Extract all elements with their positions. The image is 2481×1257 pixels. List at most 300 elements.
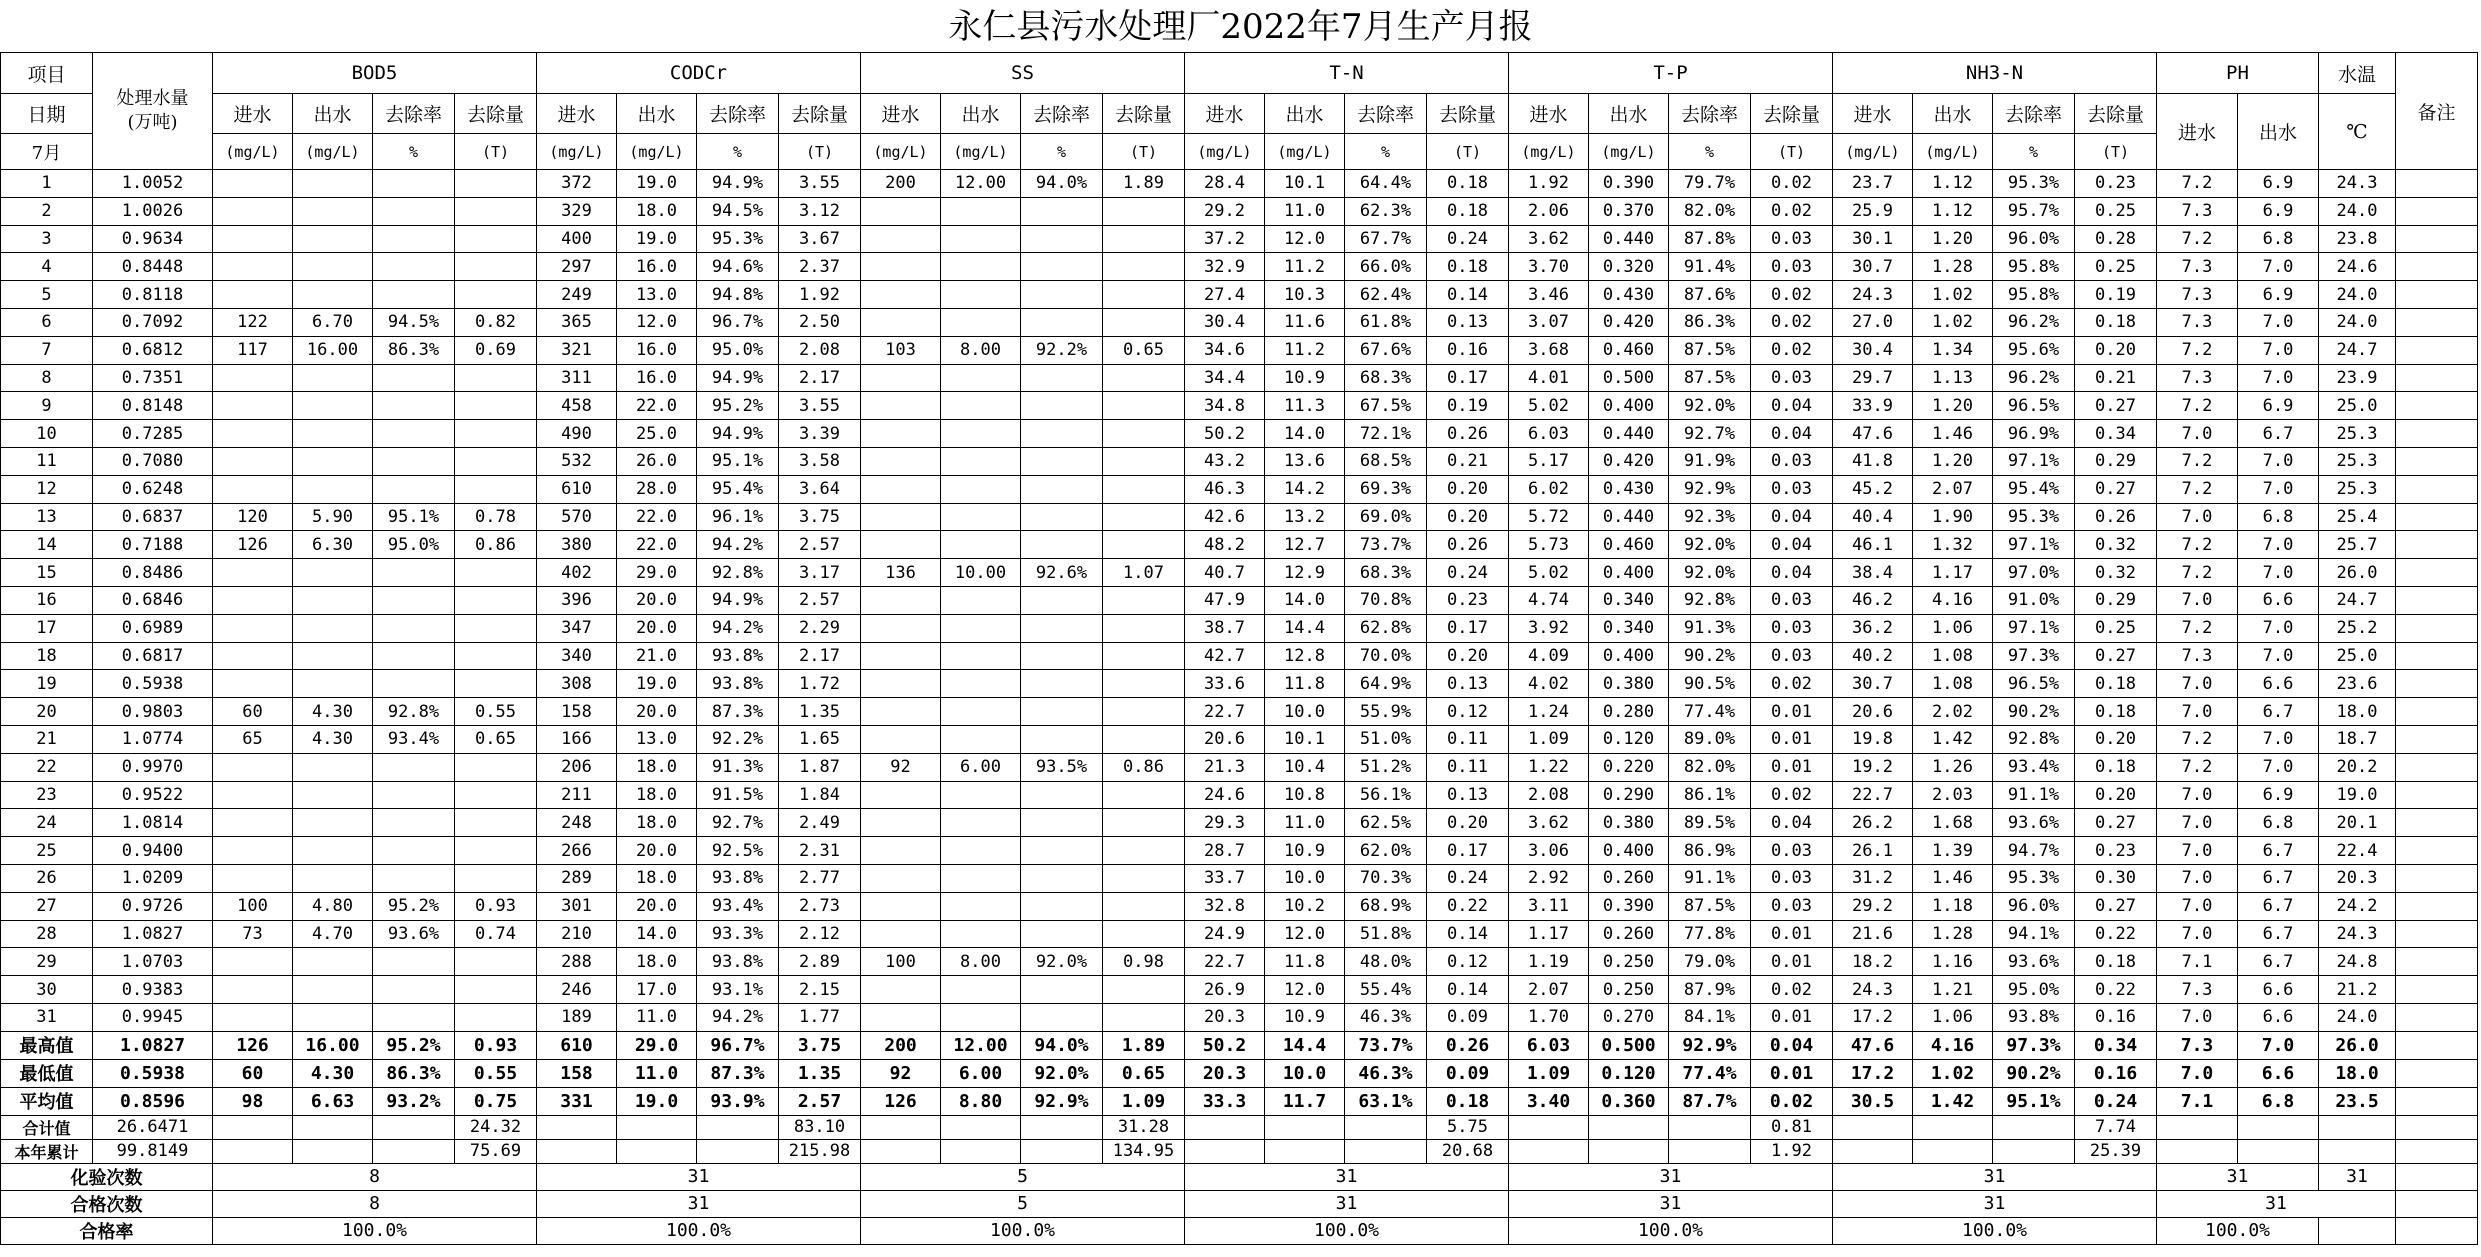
codcr-value: 2.08 — [779, 336, 861, 364]
bod5-value — [373, 447, 455, 475]
nh3n-value: 0.25 — [2075, 253, 2157, 281]
tn-value: 0.12 — [1427, 698, 1509, 726]
codcr-sub-label: 进水 — [537, 94, 617, 134]
nh3n-value: 93.6% — [1993, 948, 2075, 976]
row-label: 13 — [1, 503, 93, 531]
bod5-value: 117 — [213, 336, 293, 364]
tn-value: 11.0 — [1265, 197, 1345, 225]
ss-value — [861, 809, 941, 837]
ss-value — [861, 392, 941, 420]
bod5-value — [293, 225, 373, 253]
nh3n-value: 0.27 — [2075, 392, 2157, 420]
codcr-value: 365 — [537, 308, 617, 336]
codcr-unit: (mg/L) — [537, 134, 617, 170]
ph-in-value: 7.3 — [2157, 364, 2238, 392]
tn-value: 72.1% — [1345, 420, 1427, 448]
codcr-value: 340 — [537, 642, 617, 670]
nh3n-value: 30.7 — [1833, 253, 1913, 281]
ss-value: 92.0% — [1021, 948, 1103, 976]
nh3n-value: 95.8% — [1993, 281, 2075, 309]
bod5-value — [373, 837, 455, 865]
bod5-value — [455, 170, 537, 198]
codcr-value: 93.4% — [697, 892, 779, 920]
ss-value — [941, 364, 1021, 392]
ss-value — [861, 670, 941, 698]
nh3n-value: 95.8% — [1993, 253, 2075, 281]
tn-value: 20.3 — [1185, 1059, 1265, 1087]
codcr-value: 2.57 — [779, 586, 861, 614]
tn-value: 73.7% — [1345, 1031, 1427, 1059]
codcr-value: 16.0 — [617, 364, 697, 392]
ss-value — [861, 698, 941, 726]
bod5-count: 8 — [213, 1190, 537, 1217]
tp-value: 0.340 — [1589, 586, 1669, 614]
tp-value: 0.430 — [1589, 475, 1669, 503]
tn-value: 34.4 — [1185, 364, 1265, 392]
tn-value: 22.7 — [1185, 698, 1265, 726]
ss-value — [1103, 531, 1185, 559]
codcr-value: 248 — [537, 809, 617, 837]
ss-sub-label: 出水 — [941, 94, 1021, 134]
ss-value: 200 — [861, 1031, 941, 1059]
ph-in-value: 7.3 — [2157, 308, 2238, 336]
tp-unit: (T) — [1751, 134, 1833, 170]
nh3n-value: 40.2 — [1833, 642, 1913, 670]
codcr-count: 100.0% — [537, 1217, 861, 1244]
tp-value: 77.4% — [1669, 1059, 1751, 1087]
tp-value: 5.73 — [1509, 531, 1589, 559]
bod5-value: 60 — [213, 698, 293, 726]
codcr-value: 94.8% — [697, 281, 779, 309]
codcr-value: 93.1% — [697, 976, 779, 1004]
nh3n-value: 0.32 — [2075, 531, 2157, 559]
remark-cell — [2396, 197, 2478, 225]
temp-value: 25.3 — [2319, 475, 2396, 503]
nh3n-value: 0.18 — [2075, 948, 2157, 976]
ss-value — [861, 364, 941, 392]
tp-value: 0.340 — [1589, 614, 1669, 642]
tp-value: 87.7% — [1669, 1087, 1751, 1115]
ss-value — [861, 531, 941, 559]
tn-sub-label: 去除量 — [1427, 94, 1509, 134]
nh3n-value: 96.2% — [1993, 308, 2075, 336]
tp-value: 6.03 — [1509, 420, 1589, 448]
tp-value: 0.02 — [1751, 781, 1833, 809]
ph-in-value: 7.2 — [2157, 475, 2238, 503]
ss-value — [1103, 864, 1185, 892]
table-row — [1, 809, 2478, 837]
empty-cell — [2238, 1115, 2319, 1139]
temp-value: 18.0 — [2319, 1059, 2396, 1087]
codcr-value: 19.0 — [617, 225, 697, 253]
tn-value: 10.9 — [1265, 1003, 1345, 1031]
ss-value — [1103, 392, 1185, 420]
tn-value: 12.0 — [1265, 920, 1345, 948]
ss-value — [1103, 253, 1185, 281]
ss-value — [1021, 725, 1103, 753]
nh3n-value: 92.8% — [1993, 725, 2075, 753]
tn-value: 0.09 — [1427, 1003, 1509, 1031]
table-row — [1, 864, 2478, 892]
tn-value: 12.7 — [1265, 531, 1345, 559]
tp-value: 87.5% — [1669, 364, 1751, 392]
tn-value: 63.1% — [1345, 1087, 1427, 1115]
nh3n-value: 93.8% — [1993, 1003, 2075, 1031]
ss-count: 100.0% — [861, 1217, 1185, 1244]
codcr-value: 400 — [537, 225, 617, 253]
tn-value: 64.9% — [1345, 670, 1427, 698]
nh3n-value: 0.20 — [2075, 725, 2157, 753]
nh3n-value: 95.4% — [1993, 475, 2075, 503]
nh3n-value: 97.3% — [1993, 1031, 2075, 1059]
tn-value: 38.7 — [1185, 614, 1265, 642]
bod5-value — [455, 976, 537, 1004]
codcr-value: 94.9% — [697, 364, 779, 392]
tp-value: 3.06 — [1509, 837, 1589, 865]
month-label: 7月 — [1, 134, 93, 170]
tp-value: 0.03 — [1751, 447, 1833, 475]
tn-value: 0.12 — [1427, 948, 1509, 976]
bod5-value: 0.78 — [455, 503, 537, 531]
codcr-value: 87.3% — [697, 698, 779, 726]
table-row — [1, 920, 2478, 948]
tp-value: 0.03 — [1751, 253, 1833, 281]
tn-value: 47.9 — [1185, 586, 1265, 614]
bod5-value: 95.0% — [373, 531, 455, 559]
bod5-value — [213, 253, 293, 281]
row-label: 29 — [1, 948, 93, 976]
ss-value — [1103, 197, 1185, 225]
ss-value — [941, 837, 1021, 865]
nh3n-value: 95.3% — [1993, 864, 2075, 892]
nh3n-value: 94.7% — [1993, 837, 2075, 865]
bod5-value — [373, 864, 455, 892]
flow-value: 0.6837 — [93, 503, 213, 531]
remark-cell — [2396, 503, 2478, 531]
codcr-value: 93.3% — [697, 920, 779, 948]
empty-cell — [2319, 1139, 2396, 1163]
empty-cell — [941, 1115, 1021, 1139]
ss-value — [1021, 976, 1103, 1004]
nh3n-value: 93.6% — [1993, 809, 2075, 837]
ph-out-value: 7.0 — [2238, 614, 2319, 642]
tn-value: 64.4% — [1345, 170, 1427, 198]
tp-sub-label: 进水 — [1509, 94, 1589, 134]
temp-value: 24.0 — [2319, 197, 2396, 225]
bod5-value: 0.93 — [455, 1031, 537, 1059]
ph-out-value: 7.0 — [2238, 559, 2319, 587]
flow-value: 0.9383 — [93, 976, 213, 1004]
codcr-value: 2.17 — [779, 642, 861, 670]
row-label: 22 — [1, 753, 93, 781]
table-row — [1, 976, 2478, 1004]
codcr-value: 329 — [537, 197, 617, 225]
codcr-value: 21.0 — [617, 642, 697, 670]
ss-value — [1021, 447, 1103, 475]
tn-value: 34.8 — [1185, 392, 1265, 420]
empty-cell — [213, 1115, 293, 1139]
bod5-value — [455, 809, 537, 837]
tp-value: 0.400 — [1589, 559, 1669, 587]
ss-value — [861, 614, 941, 642]
bod5-unit: % — [373, 134, 455, 170]
nh3n-value: 1.08 — [1913, 670, 1993, 698]
nh3n-value: 24.3 — [1833, 281, 1913, 309]
ph-out-value: 7.0 — [2238, 364, 2319, 392]
tp-value: 0.320 — [1589, 253, 1669, 281]
empty-cell — [2238, 1139, 2319, 1163]
ss-value — [1021, 475, 1103, 503]
remark-cell — [2396, 781, 2478, 809]
remark-cell — [2396, 753, 2478, 781]
monthly-report-table — [0, 52, 2478, 1245]
nh3n-value: 0.20 — [2075, 336, 2157, 364]
bod5-value — [373, 559, 455, 587]
nh3n-value: 0.29 — [2075, 447, 2157, 475]
nh3n-unit: (mg/L) — [1833, 134, 1913, 170]
nh3n-sub-label: 出水 — [1913, 94, 1993, 134]
row-label: 4 — [1, 253, 93, 281]
ph-in-value: 7.2 — [2157, 559, 2238, 587]
ph-out-value: 6.7 — [2238, 864, 2319, 892]
bod5-value — [213, 642, 293, 670]
codcr-value: 331 — [537, 1087, 617, 1115]
nh3n-value: 0.18 — [2075, 670, 2157, 698]
flow-value: 0.6248 — [93, 475, 213, 503]
empty-cell — [2157, 1139, 2238, 1163]
nh3n-value: 1.02 — [1913, 281, 1993, 309]
codcr-value: 18.0 — [617, 781, 697, 809]
ss-value — [941, 698, 1021, 726]
bod5-value — [455, 837, 537, 865]
nh3n-value: 95.7% — [1993, 197, 2075, 225]
nh3n-value: 4.16 — [1913, 586, 1993, 614]
tp-value: 0.500 — [1589, 364, 1669, 392]
codcr-value: 3.55 — [779, 392, 861, 420]
ss-value — [1103, 781, 1185, 809]
bod5-value — [373, 225, 455, 253]
bod5-value — [373, 253, 455, 281]
ph-in-value: 7.3 — [2157, 976, 2238, 1004]
tn-value: 34.6 — [1185, 336, 1265, 364]
tp-value: 0.250 — [1589, 948, 1669, 976]
nh3n-value: 1.32 — [1913, 531, 1993, 559]
codcr-value: 17.0 — [617, 976, 697, 1004]
tn-value: 0.26 — [1427, 531, 1509, 559]
tp-value: 0.360 — [1589, 1087, 1669, 1115]
bod5-value — [455, 1003, 537, 1031]
table-row — [1, 781, 2478, 809]
table-row — [1, 281, 2478, 309]
temp-value: 25.7 — [2319, 531, 2396, 559]
temp-value: 18.7 — [2319, 725, 2396, 753]
empty-cell — [617, 1139, 697, 1163]
tp-value: 0.270 — [1589, 1003, 1669, 1031]
row-label: 6 — [1, 308, 93, 336]
bod5-value — [213, 586, 293, 614]
nh3n-value: 36.2 — [1833, 614, 1913, 642]
codcr-value: 92.2% — [697, 725, 779, 753]
ph-in-value: 7.2 — [2157, 336, 2238, 364]
empty-cell — [1589, 1115, 1669, 1139]
row-label: 28 — [1, 920, 93, 948]
flow-value: 1.0827 — [93, 1031, 213, 1059]
ss-value — [1021, 809, 1103, 837]
codcr-value: 87.3% — [697, 1059, 779, 1087]
row-label: 化验次数 — [1, 1163, 213, 1190]
ph-out-value: 6.7 — [2238, 698, 2319, 726]
ss-value: 0.98 — [1103, 948, 1185, 976]
bod5-value — [373, 281, 455, 309]
codcr-value: 14.0 — [617, 920, 697, 948]
codcr-value: 206 — [537, 753, 617, 781]
ss-value — [861, 864, 941, 892]
bod5-value — [373, 586, 455, 614]
ph-in-value: 7.0 — [2157, 1059, 2238, 1087]
bod5-value — [213, 864, 293, 892]
ss-value: 12.00 — [941, 1031, 1021, 1059]
row-label: 合格次数 — [1, 1190, 213, 1217]
table-row — [1, 586, 2478, 614]
nh3n-value: 0.18 — [2075, 308, 2157, 336]
nh3n-value: 97.3% — [1993, 642, 2075, 670]
bod5-value — [213, 1003, 293, 1031]
tn-value: 14.4 — [1265, 614, 1345, 642]
flow-value: 0.9970 — [93, 753, 213, 781]
codcr-value: 289 — [537, 864, 617, 892]
tp-value: 0.280 — [1589, 698, 1669, 726]
tn-value: 10.8 — [1265, 781, 1345, 809]
codcr-value: 3.12 — [779, 197, 861, 225]
bod5-value: 0.82 — [455, 308, 537, 336]
tp-value: 0.02 — [1751, 670, 1833, 698]
tp-value: 0.03 — [1751, 225, 1833, 253]
codcr-value: 1.92 — [779, 281, 861, 309]
ss-value: 1.89 — [1103, 170, 1185, 198]
remark-cell — [2396, 170, 2478, 198]
ss-value — [941, 1003, 1021, 1031]
bod5-value: 6.63 — [293, 1087, 373, 1115]
codcr-value: 2.57 — [779, 1087, 861, 1115]
bod5-value — [293, 447, 373, 475]
nh3n-value: 1.13 — [1913, 364, 1993, 392]
row-label: 18 — [1, 642, 93, 670]
empty-cell — [617, 1115, 697, 1139]
nh3n-value: 0.28 — [2075, 225, 2157, 253]
temp-value: 24.2 — [2319, 892, 2396, 920]
flow-value: 0.9400 — [93, 837, 213, 865]
codcr-value: 13.0 — [617, 281, 697, 309]
codcr-value: 2.17 — [779, 364, 861, 392]
tn-value: 11.8 — [1265, 948, 1345, 976]
codcr-value: 458 — [537, 392, 617, 420]
tp-value: 3.40 — [1509, 1087, 1589, 1115]
bod5-value: 93.4% — [373, 725, 455, 753]
nh3n-value: 1.42 — [1913, 725, 1993, 753]
nh3n-value: 0.25 — [2075, 197, 2157, 225]
ss-value: 8.00 — [941, 336, 1021, 364]
flow-value: 99.8149 — [93, 1139, 213, 1163]
tn-value: 0.16 — [1427, 336, 1509, 364]
ph-out-value: 7.0 — [2238, 447, 2319, 475]
tp-value: 0.440 — [1589, 420, 1669, 448]
ss-value — [941, 864, 1021, 892]
table-row — [1, 420, 2478, 448]
codcr-value: 1.77 — [779, 1003, 861, 1031]
tp-value: 0.390 — [1589, 170, 1669, 198]
codcr-value: 158 — [537, 1059, 617, 1087]
row-label: 16 — [1, 586, 93, 614]
ss-value — [861, 920, 941, 948]
tp-value: 6.03 — [1509, 1031, 1589, 1059]
temp-value: 21.2 — [2319, 976, 2396, 1004]
bod5-value — [293, 253, 373, 281]
tp-value: 0.250 — [1589, 976, 1669, 1004]
bod5-value: 122 — [213, 308, 293, 336]
counts-row — [1, 1217, 2478, 1244]
flow-value: 0.9522 — [93, 781, 213, 809]
bod5-value — [455, 586, 537, 614]
tp-value: 0.01 — [1751, 1003, 1833, 1031]
tn-value: 0.21 — [1427, 447, 1509, 475]
bod5-value — [455, 559, 537, 587]
row-label: 21 — [1, 725, 93, 753]
tp-value: 77.4% — [1669, 698, 1751, 726]
empty-cell — [1833, 1115, 1913, 1139]
table-row — [1, 948, 2478, 976]
tn-count: 31 — [1185, 1190, 1509, 1217]
ss-value — [1103, 586, 1185, 614]
bod5-value: 126 — [213, 531, 293, 559]
nh3n-value: 0.18 — [2075, 698, 2157, 726]
tn-value: 29.2 — [1185, 197, 1265, 225]
ss-value: 92 — [861, 753, 941, 781]
nh3n-value: 31.2 — [1833, 864, 1913, 892]
ss-value — [941, 447, 1021, 475]
ss-unit: (T) — [1103, 134, 1185, 170]
ph-out-value: 6.6 — [2238, 1003, 2319, 1031]
tp-value: 92.0% — [1669, 392, 1751, 420]
totals-row — [1, 1139, 2478, 1163]
bod5-value: 0.69 — [455, 336, 537, 364]
bod5-value: 65 — [213, 725, 293, 753]
nh3n-value: 41.8 — [1833, 447, 1913, 475]
tn-value: 20.6 — [1185, 725, 1265, 753]
flow-value: 1.0814 — [93, 809, 213, 837]
codcr-value: 2.73 — [779, 892, 861, 920]
temp-value: 25.0 — [2319, 642, 2396, 670]
ss-value — [941, 281, 1021, 309]
nh3n-value: 0.24 — [2075, 1087, 2157, 1115]
codcr-value: 20.0 — [617, 614, 697, 642]
nh3n-sub-label: 进水 — [1833, 94, 1913, 134]
ss-value: 126 — [861, 1087, 941, 1115]
ph-in-value: 7.0 — [2157, 781, 2238, 809]
ss-value — [1021, 920, 1103, 948]
ss-value: 0.86 — [1103, 753, 1185, 781]
tp-value: 3.11 — [1509, 892, 1589, 920]
temp-value: 26.0 — [2319, 559, 2396, 587]
temp-value: 24.7 — [2319, 336, 2396, 364]
bod5-value: 0.74 — [455, 920, 537, 948]
tn-unit: (mg/L) — [1185, 134, 1265, 170]
temp-value: 22.4 — [2319, 837, 2396, 865]
nh3n-sub-label: 去除量 — [2075, 94, 2157, 134]
tp-value: 5.17 — [1509, 447, 1589, 475]
ss-value: 0.65 — [1103, 1059, 1185, 1087]
nh3n-value: 0.21 — [2075, 364, 2157, 392]
table-row — [1, 475, 2478, 503]
